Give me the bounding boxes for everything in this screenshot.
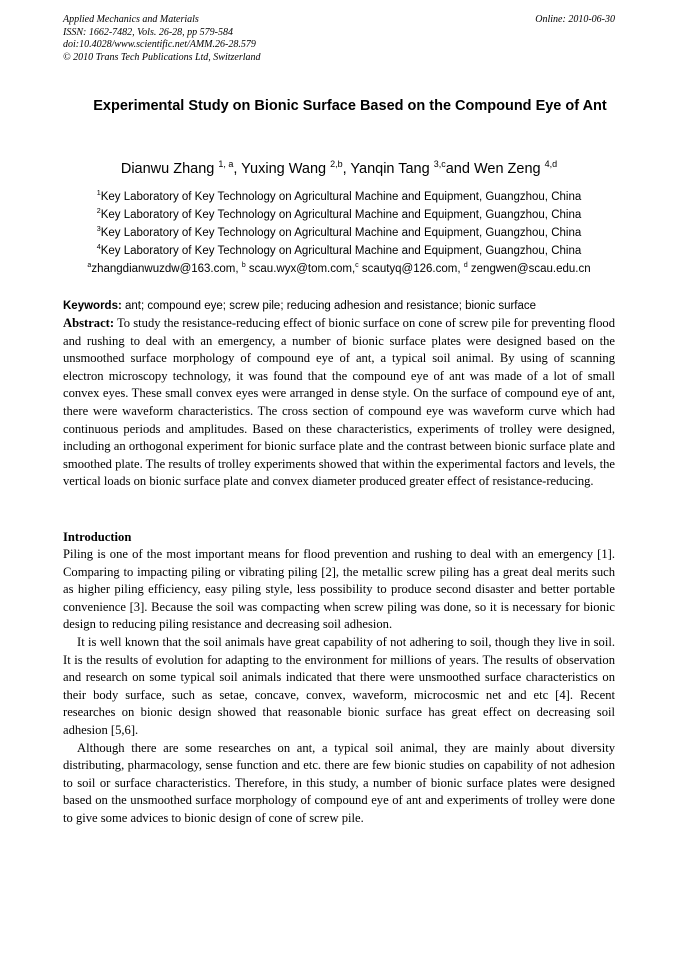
affiliation xyxy=(0,188,678,206)
affiliation xyxy=(0,242,678,260)
paragraph: Although there are some researches on ant, a typical soil animal, they are mainly about diversity distributing, pharmacology, sense function and etc. there are few bionic studies on capability of not adhesion to soil or surface characteristics. Therefore, in this study, a number of bionic surface plates were designed based on the unsmoothed surface morphology of compound eye of ant and experiments of trolley were done to give some advices to bionic design of cone of screw pile. xyxy=(63,740,615,825)
affiliation xyxy=(0,224,678,242)
abstract-text: To study the resistance-reducing effect of bionic surface on cone of screw pile for preventing flood and rushing to deal with an emergency, a number of bionic surface plates were designed based on the unsmoothed surface morphology of compound eye of ant, a typical soil animal. By using of scanning electron microscopy technology, it was found that the compound eye of ant was made of a lot of small convex eyes. These small convex eyes were arranged in dense style. On the surface of compound eye of ant, there were waveform characteristics. The cross section of compound eye was waveform curve which had continuous periods and amplitudes. Based on these characteristics, experiments of trolley were designed, including an orthogonal experiment for bionic surface plate and the contrast between bionic surface plate and smoothed plate. The results of trolley experiments showed that within the experimental factors and levels, the vertical loads on bionic surface plate and convex diameter produced greater effect of resistance-reducing. xyxy=(63,316,615,489)
journal-issn: ISSN: 1662-7482, Vols. 26-28, pp 579-584 xyxy=(63,26,233,38)
affiliation xyxy=(0,206,678,224)
online-date: Online: 2010-06-30 xyxy=(535,14,615,25)
author-affil-marker: 1, a xyxy=(218,159,234,170)
affiliation-text: Key Laboratory of Key Technology on Agricultural Machine and Equipment, Guangzhou, China xyxy=(100,245,582,257)
author-separator: and xyxy=(445,161,474,177)
email-marker: d xyxy=(463,261,468,270)
affiliation-text: Key Laboratory of Key Technology on Agricultural Machine and Equipment, Guangzhou, China xyxy=(100,191,582,203)
author-separator: , xyxy=(233,161,242,177)
introduction-body xyxy=(63,546,615,828)
affiliation-text: Key Laboratory of Key Technology on Agricultural Machine and Equipment, Guangzhou, China xyxy=(100,209,582,221)
email-marker: c xyxy=(355,261,359,270)
author-separator: , xyxy=(342,161,351,177)
author-line xyxy=(0,159,678,179)
author-affil-marker: 2,b xyxy=(330,159,343,170)
author-name: Yuxing Wang xyxy=(241,161,327,177)
paragraph: Piling is one of the most important means for flood prevention and rushing to deal with an emergency [1]. Comparing to impacting piling or vibrating piling [2], the metallic screw piling has a great deal merits such as higher piling efficiency, easy piling style, less possibility to produce second disaster and better portable convenience [3]. Because the soil was compacting when screw piling was done, so it is necessary for bionic design to reducing piling resistance and decreasing soil adhesion. xyxy=(63,547,615,632)
author-affil-marker: 3,c xyxy=(433,159,446,170)
keywords-text: ant; compound eye; screw pile; reducing adhesion and resistance; bionic surface xyxy=(121,300,537,312)
keywords-label: Keywords: xyxy=(63,300,122,312)
affiliation-number: 1 xyxy=(96,189,101,198)
affiliation-number: 2 xyxy=(96,207,101,216)
affiliation-number: 3 xyxy=(96,225,101,234)
keywords xyxy=(63,297,623,315)
email-address: scautyq@126.com, xyxy=(358,263,464,275)
abstract xyxy=(63,315,615,491)
author-name: Wen Zeng xyxy=(473,161,541,177)
journal-doi: doi:10.4028/www.scientific.net/AMM.26-28.579 xyxy=(63,39,256,50)
paper-title: Experimental Study on Bionic Surface Based on the Compound Eye of Ant xyxy=(93,98,607,114)
paragraph: It is well known that the soil animals have great capability of not adhering to soil, though they live in soil. It is the results of evolution for adapting to the environment for millions of years. The results of observation and research on some typical soil animals indicated that there were unsmoothed surface characteristics on their body surface, such as setae, concave, convex, waveform, microcosmic net and etc [4]. Recent researches on bionic design showed that reasonable bionic surface has great effect on decreasing soil adhesion [5,6]. xyxy=(63,634,615,737)
email-line xyxy=(0,260,678,278)
email-address: scau.wyx@tom.com, xyxy=(245,263,356,275)
affiliation-number: 4 xyxy=(96,243,101,252)
journal-header xyxy=(63,14,615,64)
email-marker: b xyxy=(241,261,246,270)
journal-copyright: © 2010 Trans Tech Publications Ltd, Switzerland xyxy=(63,51,261,63)
affiliation-text: Key Laboratory of Key Technology on Agricultural Machine and Equipment, Guangzhou, China xyxy=(100,227,582,239)
email-address: zengwen@scau.edu.cn xyxy=(467,263,591,275)
author-affil-marker: 4,d xyxy=(544,159,558,170)
introduction-heading: Introduction xyxy=(63,530,132,544)
abstract-label: Abstract: xyxy=(63,316,115,330)
author-name: Yanqin Tang xyxy=(350,161,430,177)
author-name: Dianwu Zhang xyxy=(120,161,215,177)
journal-name: Applied Mechanics and Materials xyxy=(63,14,199,25)
email-address: zhangdianwuzdw@163.com, xyxy=(91,263,242,275)
email-marker: a xyxy=(87,261,92,270)
